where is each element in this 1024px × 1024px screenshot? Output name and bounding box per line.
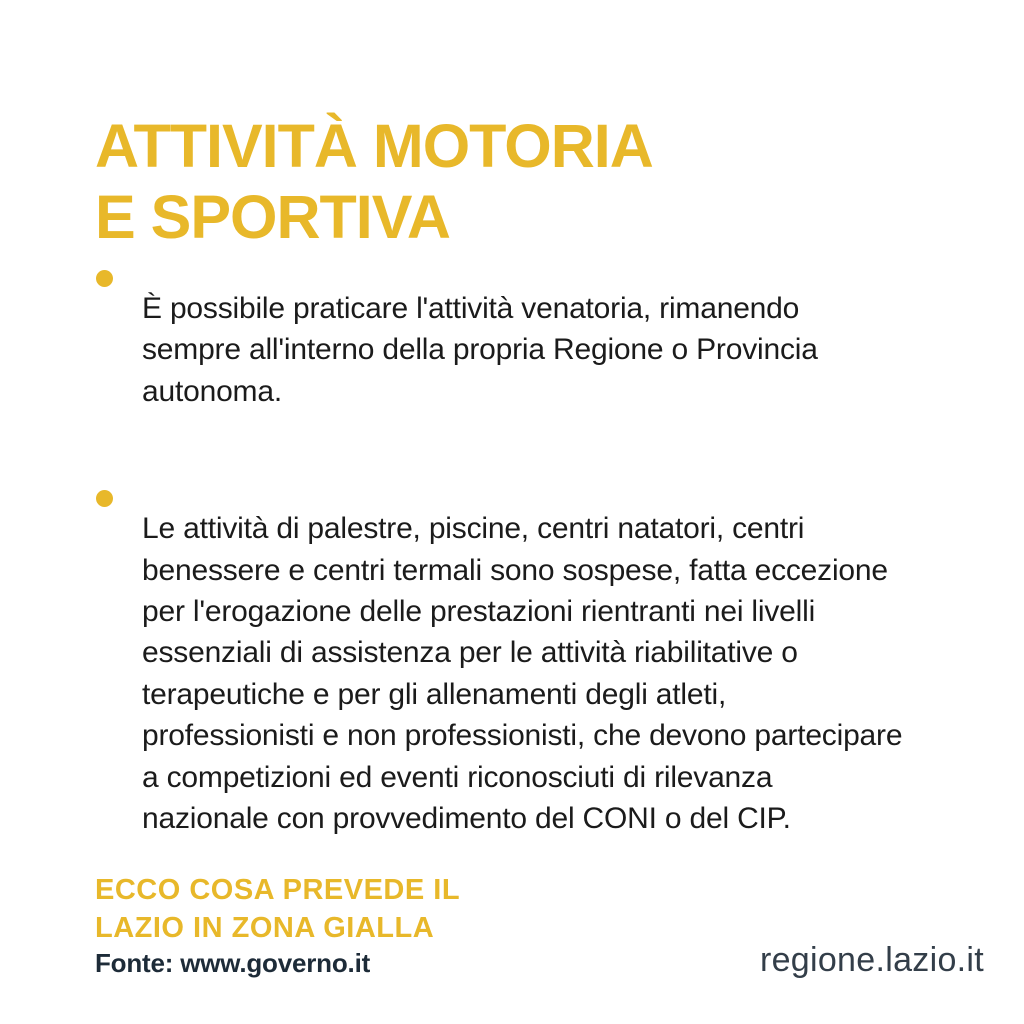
list-item [96, 478, 906, 869]
page-title [95, 111, 653, 254]
page-title-line1: ATTIVITÀ MOTORIA [95, 111, 653, 180]
footer-tagline-line1: ECCO COSA PREVEDE IL [95, 874, 461, 906]
bullet-text-gyms-pools-suspended: Le attività di palestre, piscine, centri natatori, centri benessere e centri termali sono sospese, fatta eccezione per l'erogazione delle prestazioni rientranti nei livelli essenziali di assistenza per le attività riabilitative o terapeutiche e per gli allenamenti degli atleti, professionisti e non professionisti, che devono partecipare a competizioni ed eventi riconosciuti di rilevanza nazionale con provvedimento del CONI o del CIP. [142, 512, 903, 835]
bullet-icon [96, 270, 113, 287]
website-url: regione.lazio.it [759, 941, 984, 979]
footer-tagline-line2: LAZIO IN ZONA GIALLA [95, 911, 435, 944]
page-title-line2: E SPORTIVA [95, 183, 450, 252]
bullet-icon [96, 490, 113, 507]
list-item [96, 258, 906, 442]
bullet-text-hunting-activity: È possibile praticare l'attività venatoria, rimanendo sempre all'interno della propria Regione o Provincia autonoma. [142, 292, 818, 408]
footer-tagline [95, 872, 460, 947]
source-attribution: Fonte: www.governo.it [95, 948, 371, 978]
bullet-list [96, 258, 906, 905]
